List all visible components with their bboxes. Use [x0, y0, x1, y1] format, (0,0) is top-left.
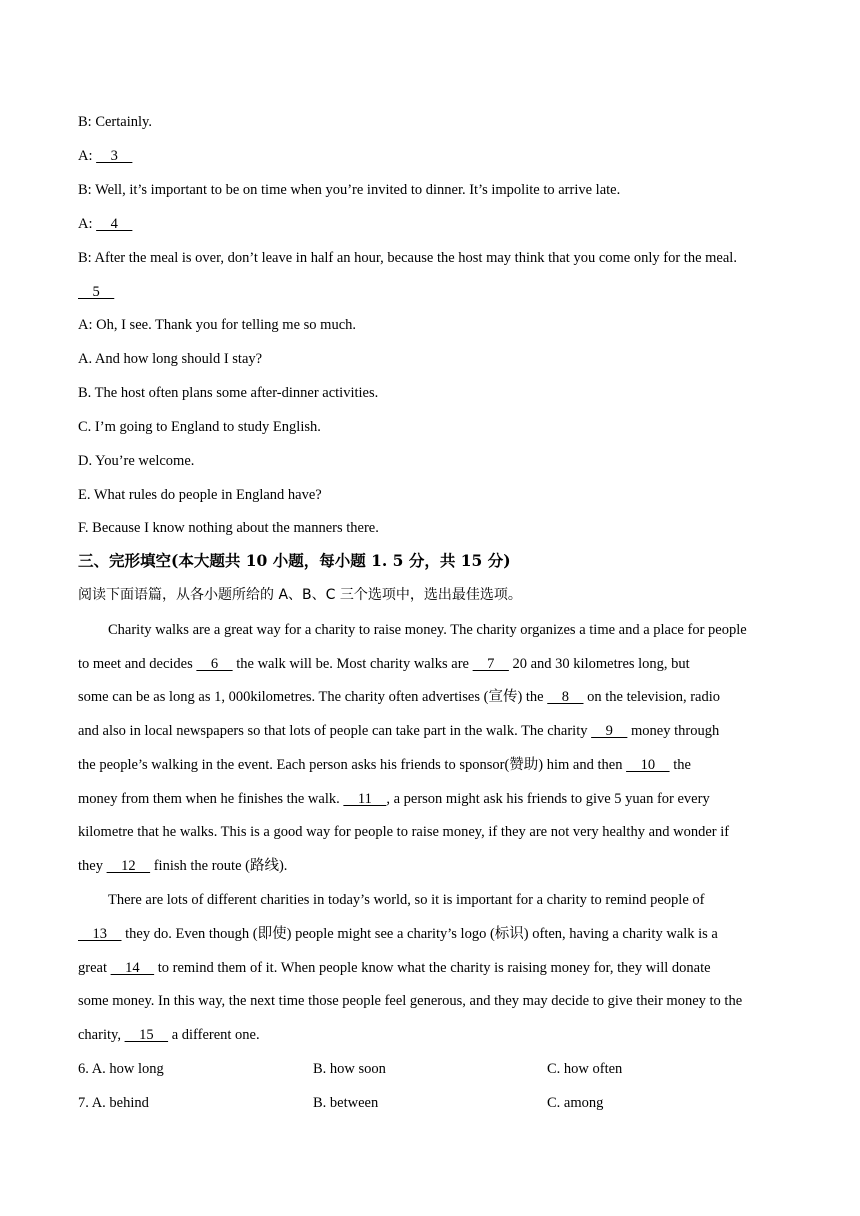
question-6-option-a[interactable]: 6. A. how long — [78, 1061, 164, 1077]
passage-text: to meet and decides — [78, 656, 197, 672]
passage-text: kilometre that he walks. This is a good way for people to raise money, if they are not very healthy and wonder if — [78, 824, 730, 840]
option-item: A. And how long should I stay? — [78, 351, 263, 367]
passage-line — [78, 789, 710, 809]
question-6-option-b[interactable]: B. how soon — [313, 1061, 386, 1077]
passage-text: great — [78, 960, 111, 976]
dialogue-line — [78, 146, 132, 166]
passage-text: money through — [627, 723, 720, 739]
section-instruction: 阅读下面语篇，从各小题所给的 A、B、C 三个选项中，选出最佳选项。 — [78, 587, 522, 603]
passage-text: charity, — [78, 1027, 125, 1043]
passage-text: a different one. — [168, 1027, 260, 1043]
dialogue-line — [78, 315, 356, 335]
answer-blank-12[interactable]: 12 — [106, 858, 151, 874]
answer-blank-11[interactable]: 11 — [343, 791, 387, 807]
passage-text: on the television, radio — [583, 689, 721, 705]
passage-text: 20 and 30 kilometres long, but — [508, 656, 690, 672]
passage-text: some money. In this way, the next time those people feel generous, and they may decide to give their money to the — [78, 993, 743, 1009]
passage-text: money from them when he finishes the walk. — [78, 791, 344, 807]
dialogue-text: B: Certainly. — [78, 114, 152, 130]
speaker-label: A: — [78, 148, 97, 164]
dialogue-line — [78, 112, 152, 132]
section-heading: 三、完形填空(本大题共 10 小题，每小题 1. 5 分，共 15 分) — [78, 551, 511, 570]
answer-blank-13[interactable]: 13 — [78, 926, 122, 942]
passage-line — [78, 654, 690, 674]
dialogue-text: A: Oh, I see. Thank you for telling me so much. — [78, 317, 356, 333]
passage-line — [108, 890, 704, 910]
option-item: D. You’re welcome. — [78, 453, 195, 469]
passage-text: There are lots of different charities in today’s world, so it is important for a charity to remind people of — [108, 892, 705, 908]
dialogue-line — [78, 214, 132, 234]
passage-text: the — [669, 757, 691, 773]
question-7-option-c[interactable]: C. among — [547, 1095, 604, 1111]
passage-line — [108, 620, 747, 640]
option-item: B. The host often plans some after-dinner activities. — [78, 385, 379, 401]
dialogue-line — [78, 282, 114, 302]
passage-text: they — [78, 858, 107, 874]
passage-text: the walk will be. Most charity walks are — [232, 656, 473, 672]
speaker-label: A: — [78, 216, 97, 232]
dialogue-text: B: Well, it’s important to be on time when you’re invited to dinner. It’s impolite to arrive late. — [78, 182, 621, 198]
answer-blank-4[interactable]: 4 — [96, 216, 133, 232]
answer-blank-6[interactable]: 6 — [196, 656, 233, 672]
question-6-option-c[interactable]: C. how often — [547, 1061, 623, 1077]
passage-text: to remind them of it. When people know what the charity is raising money for, they will donate — [154, 960, 711, 976]
passage-text: , a person might ask his friends to give 5 yuan for every — [386, 791, 710, 807]
question-7-option-b[interactable]: B. between — [313, 1095, 379, 1111]
passage-line — [78, 687, 720, 707]
passage-line — [78, 822, 729, 842]
passage-line — [78, 721, 719, 741]
passage-line — [78, 856, 287, 876]
answer-blank-9[interactable]: 9 — [591, 723, 628, 739]
option-item: E. What rules do people in England have? — [78, 487, 322, 503]
passage-line — [78, 991, 742, 1011]
passage-line — [78, 755, 691, 775]
passage-text: the people’s walking in the event. Each person asks his friends to sponsor(赞助) him and then — [78, 757, 627, 773]
answer-blank-15[interactable]: 15 — [124, 1027, 169, 1043]
passage-line — [78, 924, 718, 944]
answer-blank-5[interactable]: 5 — [78, 284, 115, 300]
question-7-option-a[interactable]: 7. A. behind — [78, 1095, 149, 1111]
answer-blank-8[interactable]: 8 — [547, 689, 584, 705]
passage-text: some can be as long as 1, 000kilometres. The charity often advertises (宣传) the — [78, 689, 548, 705]
passage-text: and also in local newspapers so that lots of people can take part in the walk. The charity — [78, 723, 592, 739]
answer-blank-10[interactable]: 10 — [626, 757, 670, 773]
dialogue-text: B: After the meal is over, don’t leave in half an hour, because the host may think that you come only for the meal. — [78, 250, 737, 266]
answer-blank-3[interactable]: 3 — [96, 148, 133, 164]
option-item: C. I’m going to England to study English. — [78, 419, 321, 435]
passage-text: Charity walks are a great way for a charity to raise money. The charity organizes a time and a place for people — [108, 622, 747, 638]
dialogue-line — [78, 248, 737, 268]
answer-blank-14[interactable]: 14 — [110, 960, 155, 976]
passage-text: finish the route (路线). — [150, 858, 288, 874]
passage-text: they do. Even though (即使) people might see a charity’s logo (标识) often, having a charity walk is a — [121, 926, 718, 942]
dialogue-line — [78, 180, 620, 200]
answer-blank-7[interactable]: 7 — [472, 656, 509, 672]
passage-line — [78, 1025, 260, 1045]
passage-line — [78, 958, 711, 978]
option-item: F. Because I know nothing about the manners there. — [78, 520, 379, 536]
